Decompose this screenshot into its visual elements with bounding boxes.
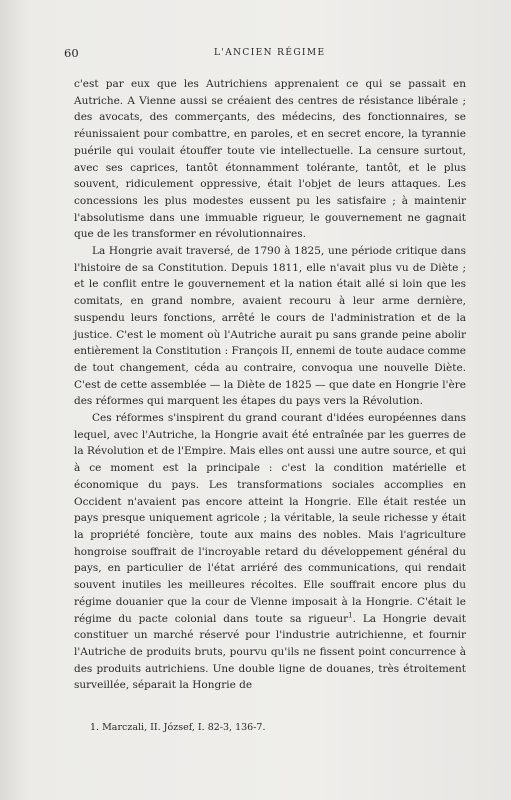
paragraph: La Hongrie avait traversé, de 1790 à 1825, une période critique dans l'histoire de sa Constitution. Depuis 1811, elle n'avait plus vu de Diète ; et le conflit entre le gouvernement et la nation était allé si loin que les comitats, en grand nombre, avaient recouru à leur arme dernière, suspendu leurs fonctions, arrêté le cours de l'administration et de la justice. C'est le moment où l'Autriche aurait pu sans grande peine abolir entièrement la Constitution : François II, ennemi de toute audace comme de tout changement, céda au contraire, convoqua une nouvelle Diète. C'est de cette assemblée — la Diète de 1825 — que date en Hongrie l'ère des réformes qui marquent les étapes du pays vers la Révolution. (74, 245, 466, 408)
footnote-reference[interactable]: 1 (348, 611, 353, 619)
page-number: 60 (64, 46, 79, 60)
paragraph (74, 410, 466, 694)
running-title: L'ANCIEN RÉGIME (214, 48, 326, 58)
paragraph-text: . La Hongrie devait constituer un marché réservé pour l'industrie autrichienne, et fournir l'Autriche de produits bruts, pourvu qu'ils ne fissent point concurrence à des produits autrichiens. Une double ligne de douanes, très étroitement surveillée, séparait la Hongrie de (74, 612, 467, 692)
footnote: 1. Marczali, II. József, I. 82-3, 136-7. (90, 722, 266, 733)
page-header (64, 46, 462, 60)
paragraph: c'est par eux que les Autrichiens apprenaient ce qui se passait en Autriche. A Vienne aussi se créaient des centres de résistance libérale ; des avocats, des commerçants, des médecins, des fonctionnaires, se réunissaient pour combattre, en paroles, et en secret encore, la tyrannie puérile qui voulait étouffer toute vie intellectuelle. La censure surtout, avec ses caprices, tantôt étonnamment tolérante, tantôt, et le plus souvent, ridiculement oppressive, était l'objet de leurs attaques. Les concessions les plus modestes eussent pu les satisfaire ; à maintenir l'absolutisme dans une immuable rigueur, le gouvernement ne gagnait que de les transformer en révolutionnaires. (74, 78, 466, 241)
body-text (74, 76, 466, 694)
paragraph-text: Ces réformes s'inspirent du grand courant d'idées européennes dans lequel, avec l'Autriche, la Hongrie avait été entraînée par les guerres de la Révolution et de l'Empire. Mais elles ont aussi une autre source, et qui à ce moment est la principale : c'est la condition matérielle et économique du pays. Les transformations sociales accomplies en Occident n'avaient pas encore atteint la Hongrie. Elle était restée un pays presque uniquement agricole ; la véritable, la seule richesse y était la propriété foncière, toute aux mains des nobles. Mais l'agriculture hongroise souffrait de l'incroyable retard du développement général du pays, en particulier de l'état arriéré des communications, qui rendait souvent inutiles les meilleures récoltes. Elle souffrait encore plus du régime douanier que la cour de Vienne imposait à la Hongrie. C'était le régime du pacte colonial dans toute sa rigueur (74, 412, 466, 625)
